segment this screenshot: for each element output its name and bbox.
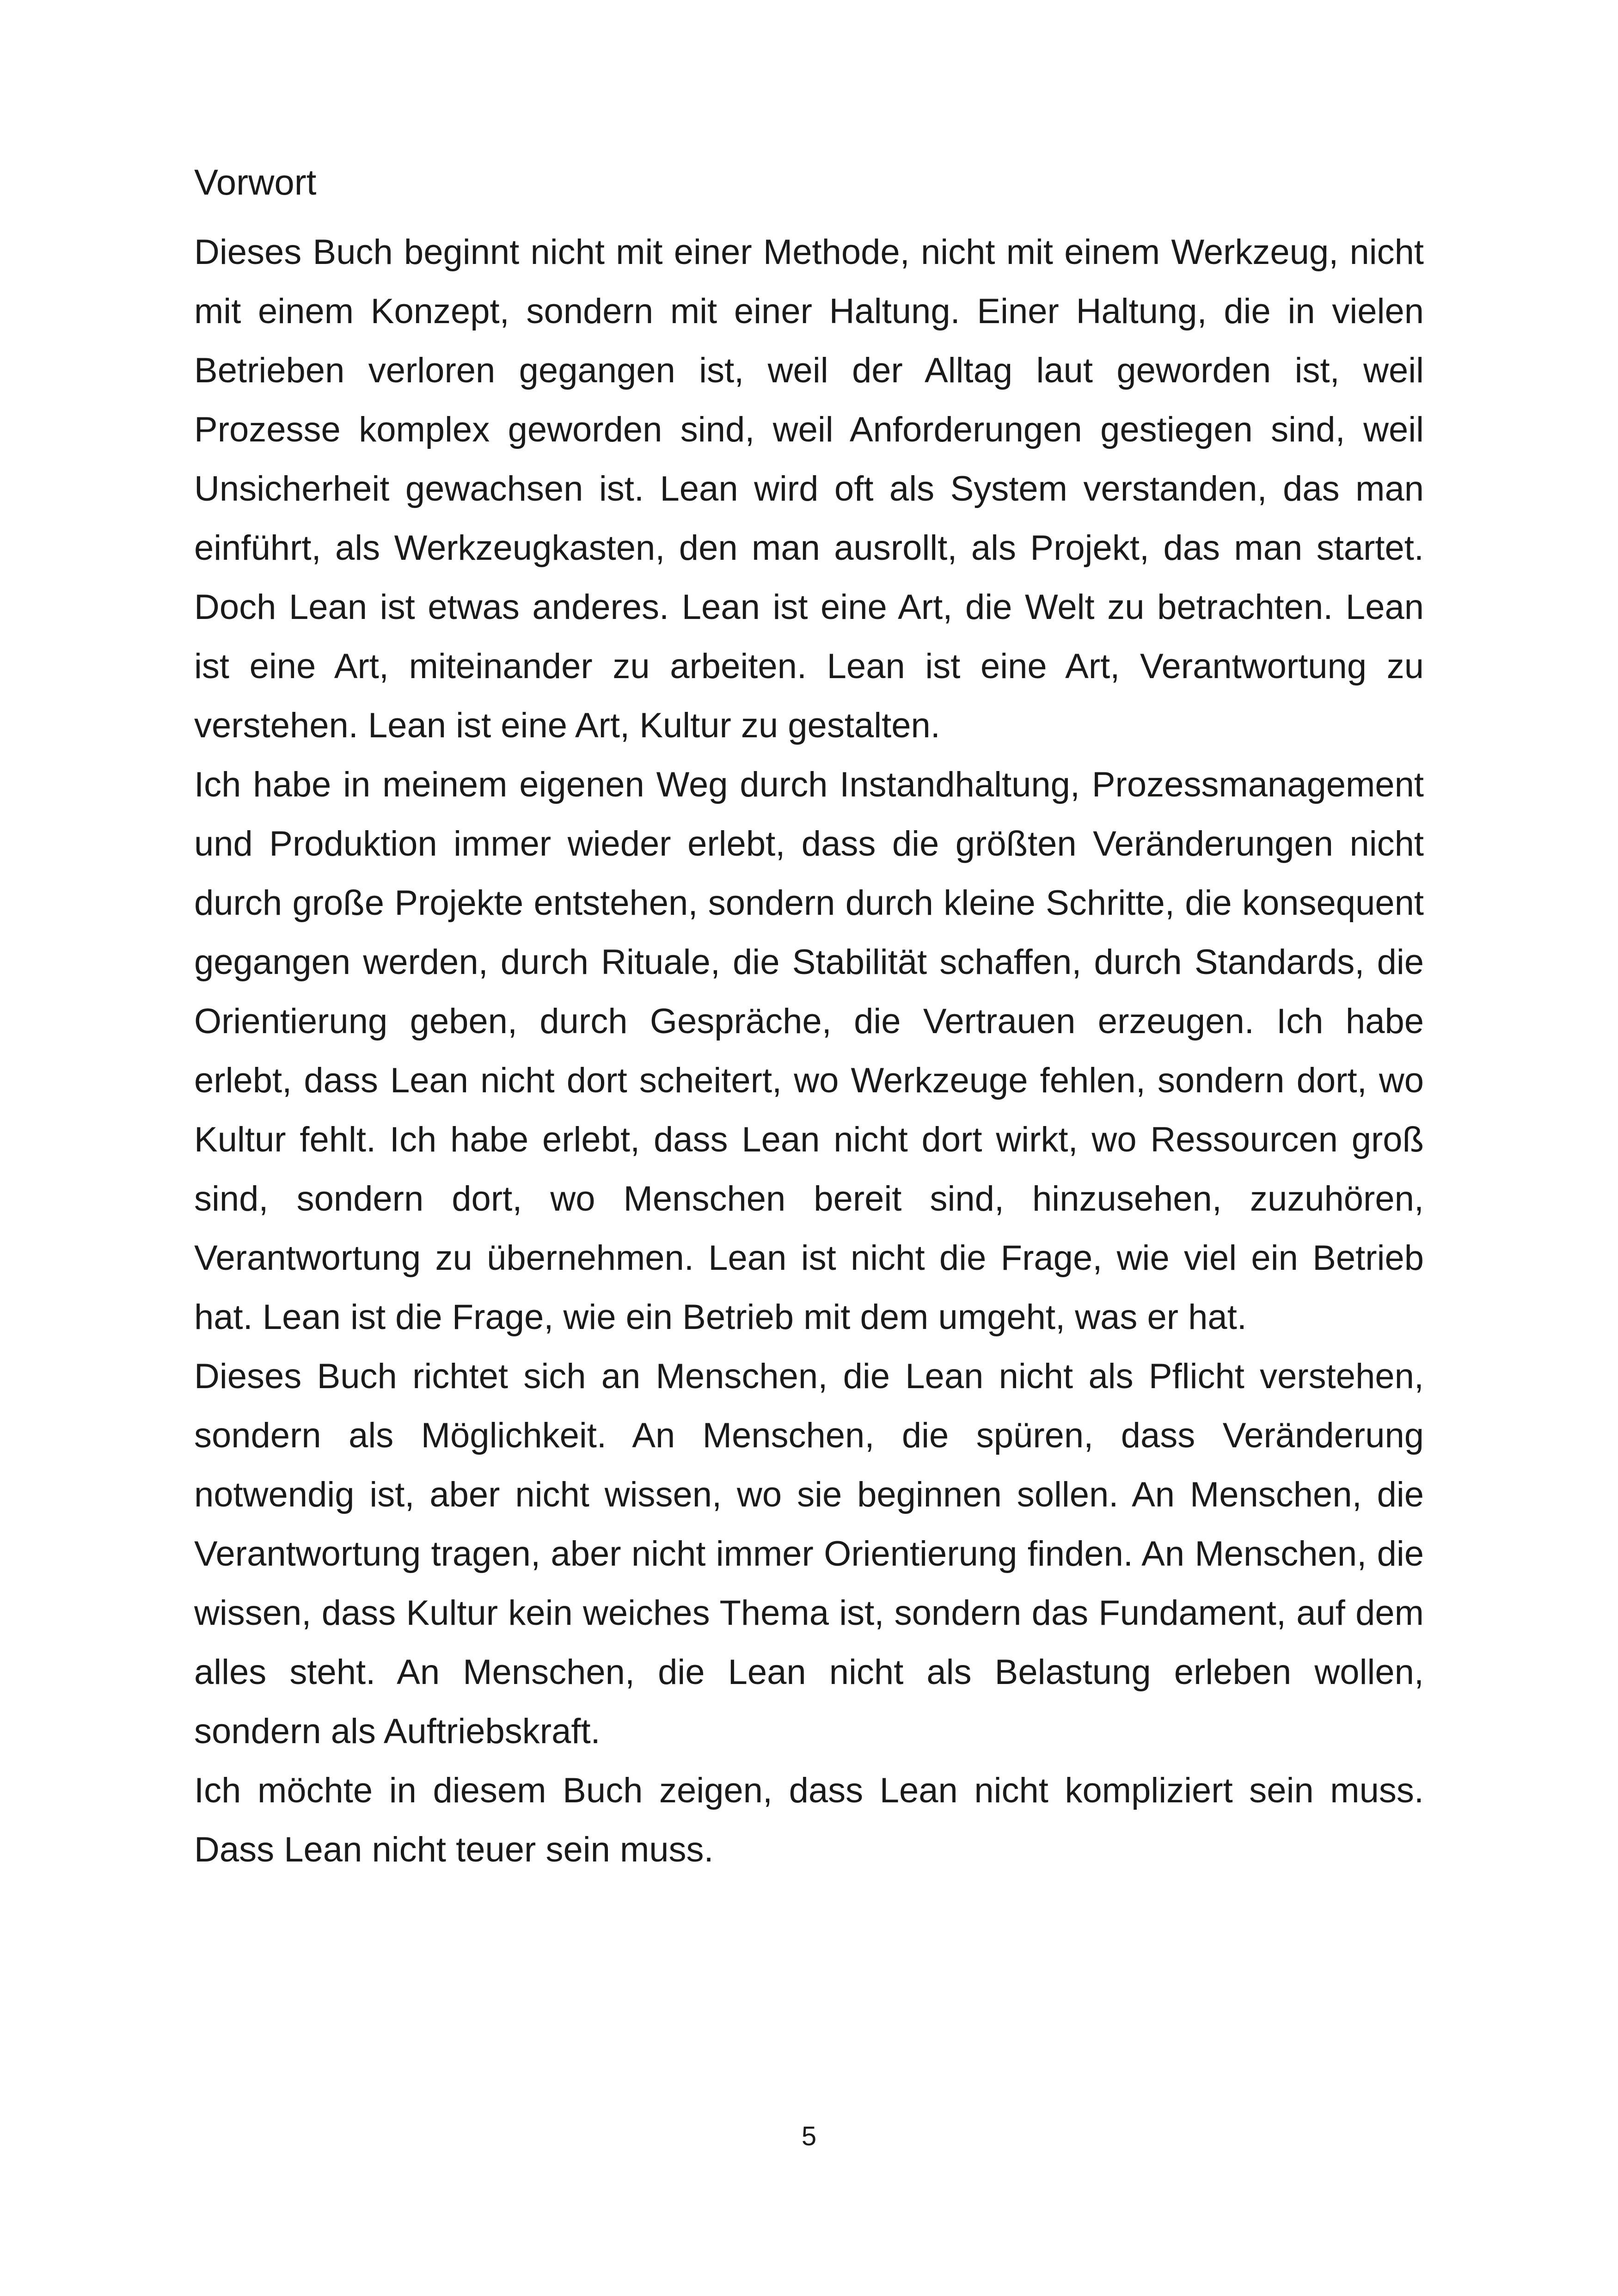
page-body [194,153,1424,1880]
paragraph-3: Dieses Buch richtet sich an Menschen, die Lean nicht als Pflicht verstehen, sondern als Möglichkeit. An Menschen, die spüren, dass Veränderung notwendig ist, aber nicht wissen, wo sie beginnen sollen. An Menschen, die Verantwortung tragen, aber nicht immer Orientierung finden. An Menschen, die wissen, dass Kultur kein weiches Thema ist, sondern das Fundament, auf dem alles steht. An Menschen, die Lean nicht als Belastung erleben wollen, sondern als Auftriebskraft. [194,1357,1424,1751]
page-number: 5 [801,2121,817,2151]
paragraph-2: Ich habe in meinem eigenen Weg durch Instandhaltung, Prozessmanagement und Produktion immer wieder erlebt, dass die größten Veränderungen nicht durch große Projekte entstehen, sondern durch kleine Schritte, die konsequent gegangen werden, durch Rituale, die Stabilität schaffen, durch Standards, die Orientierung geben, durch Gespräche, die Vertrauen erzeugen. Ich habe erlebt, dass Lean nicht dort scheitert, wo Werkzeuge fehlen, sondern dort, wo Kultur fehlt. Ich habe erlebt, dass Lean nicht dort wirkt, wo Ressourcen groß sind, sondern dort, wo Menschen bereit sind, hinzusehen, zuzuhören, Verantwortung zu übernehmen. Lean ist nicht die Frage, wie viel ein Betrieb hat. Lean ist die Frage, wie ein Betrieb mit dem umgeht, was er hat. [194,765,1424,1337]
paragraph-4: Ich möchte in diesem Buch zeigen, dass Lean nicht kompliziert sein muss. Dass Lean nicht teuer sein muss. [194,1771,1424,1869]
paragraph-1: Dieses Buch beginnt nicht mit einer Methode, nicht mit einem Werkzeug, nicht mit einem Konzept, sondern mit einer Haltung. Einer Haltung, die in vielen Betrieben verloren gegangen ist, weil der Alltag laut geworden ist, weil Prozesse komplex geworden sind, weil Anforderungen gestiegen sind, weil Unsicherheit gewachsen ist. Lean wird oft als System verstanden, das man einführt, als Werkzeugkasten, den man ausrollt, als Projekt, das man startet. Doch Lean ist etwas anderes. Lean ist eine Art, die Welt zu betrachten. Lean ist eine Art, miteinander zu arbeiten. Lean ist eine Art, Verantwortung zu verstehen. Lean ist eine Art, Kultur zu gestalten. [194,233,1424,745]
section-heading: Vorwort [194,162,317,202]
